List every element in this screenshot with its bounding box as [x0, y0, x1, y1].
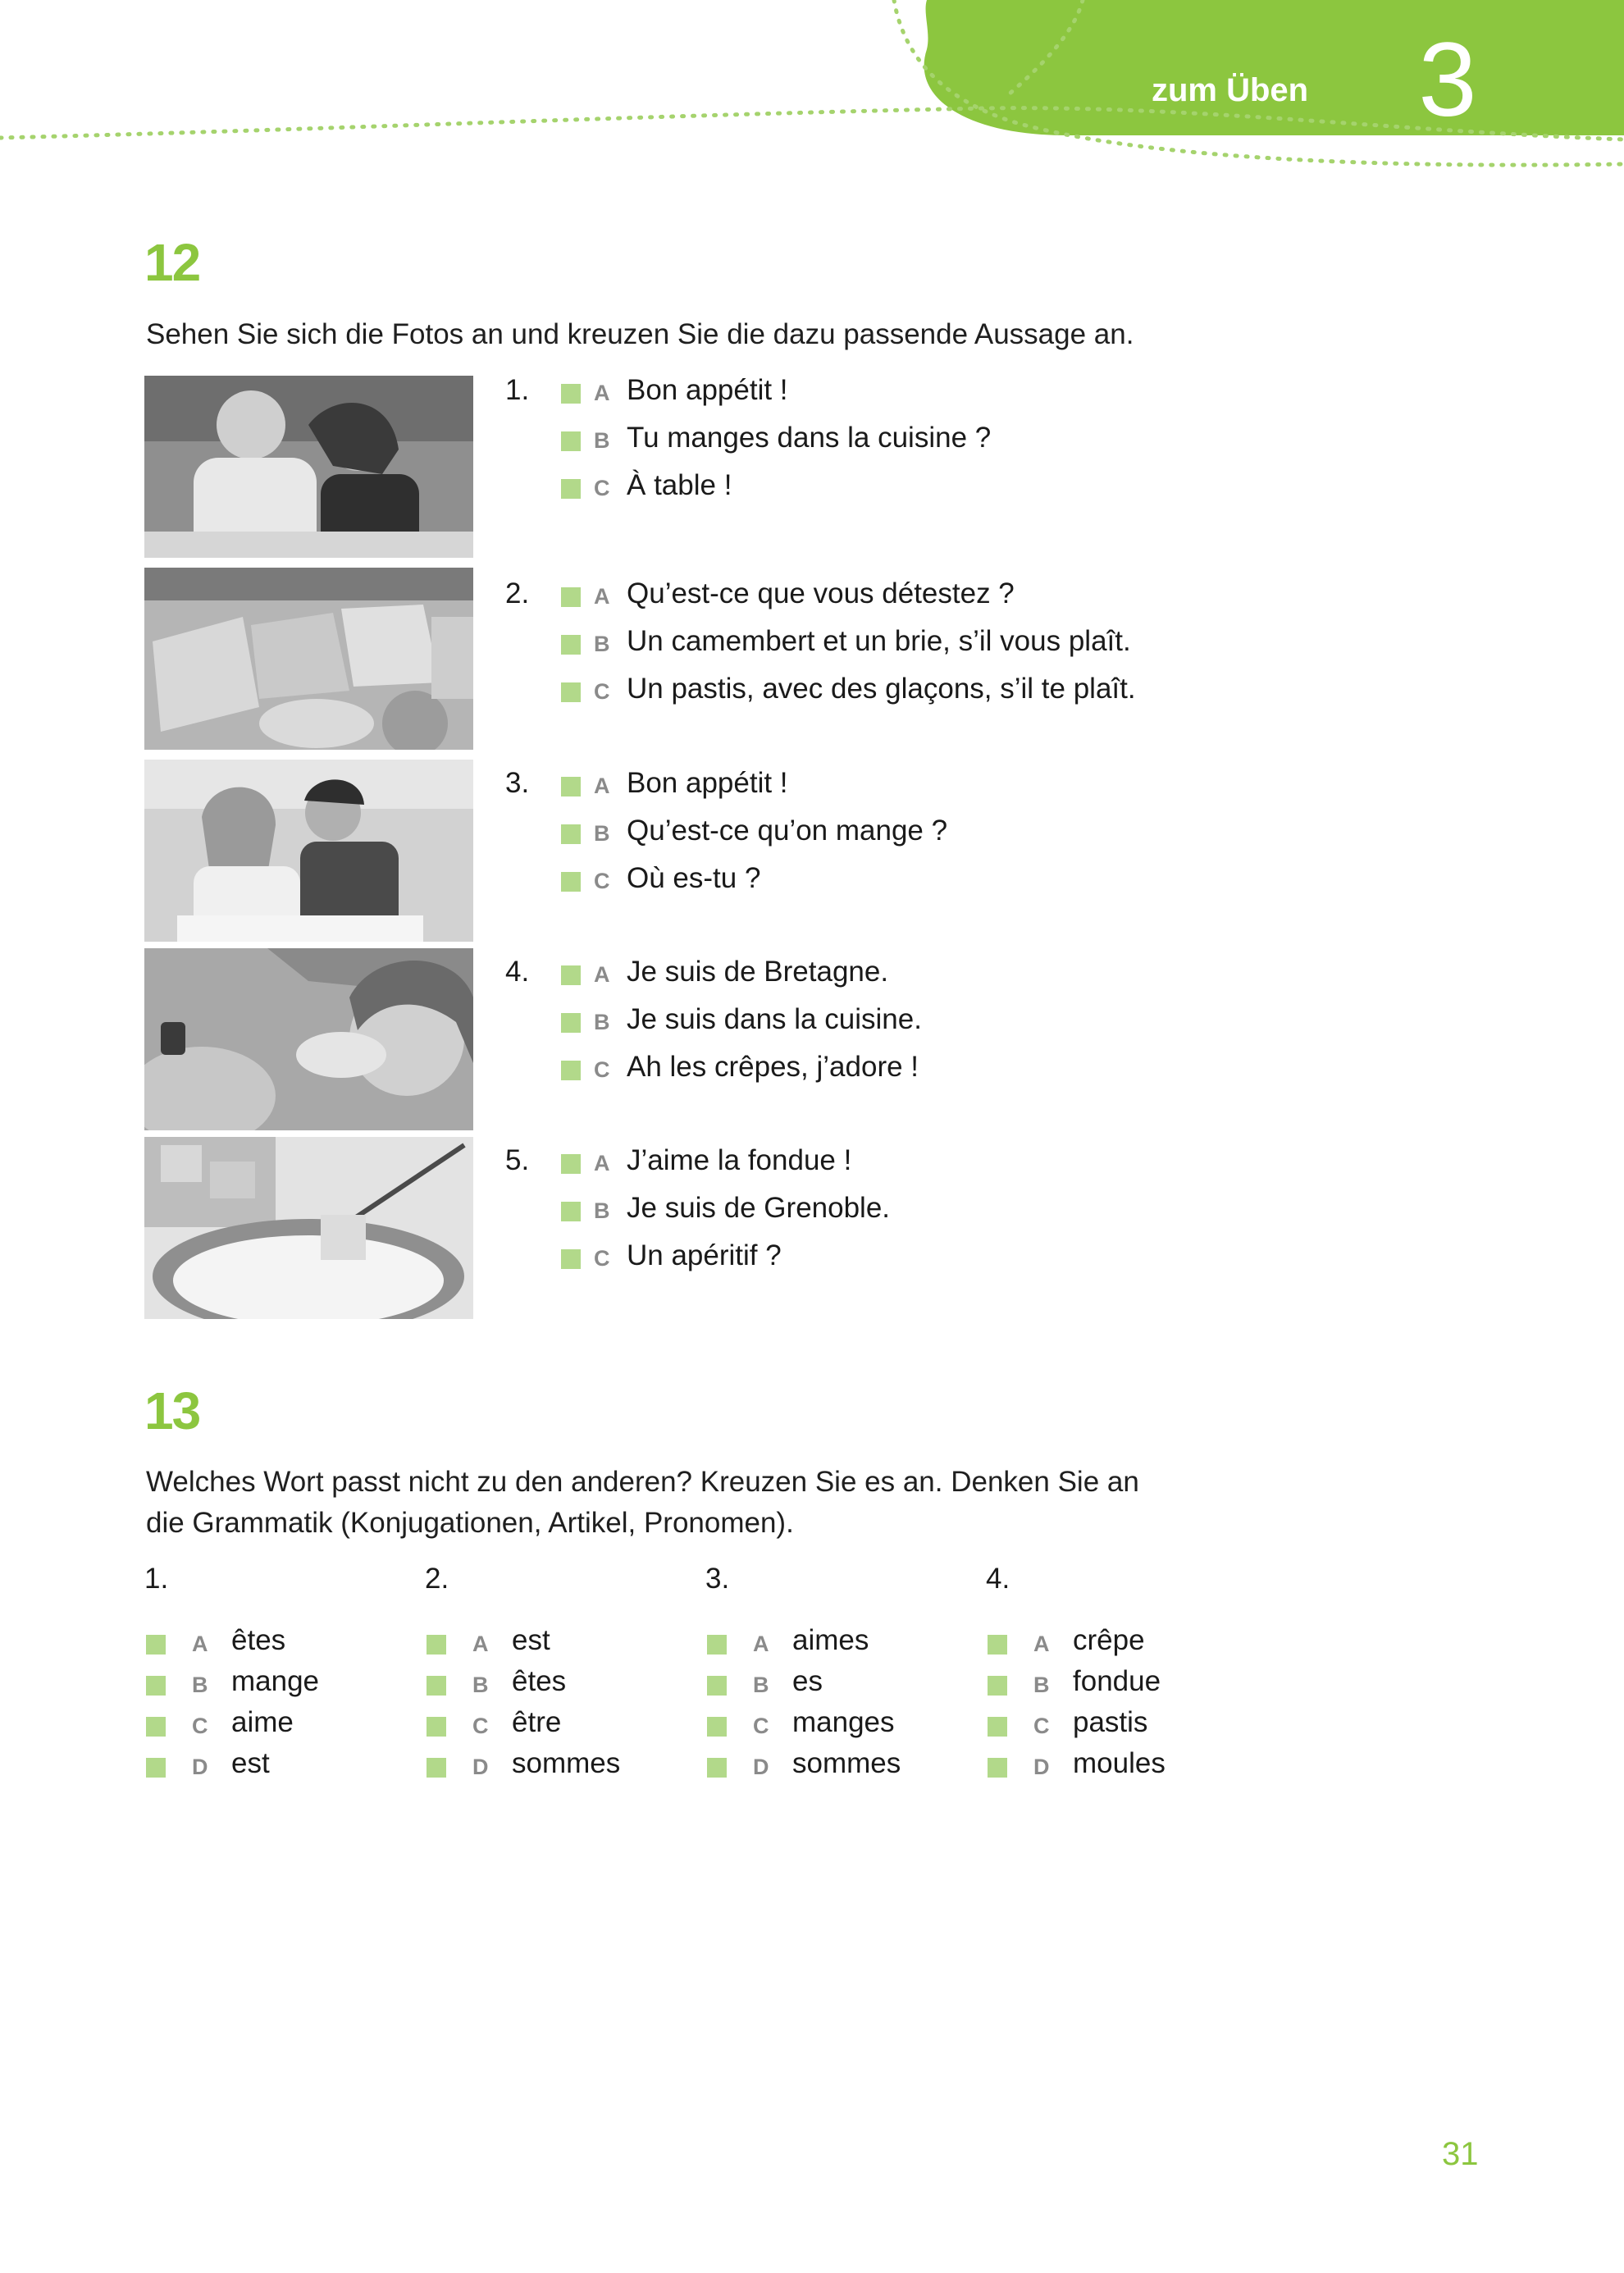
option-text: êtes [231, 1624, 286, 1656]
option-letter: A [594, 962, 610, 987]
exercise-13-instruction-line2: die Grammatik (Konjugationen, Artikel, Pronomen). [146, 1507, 794, 1539]
checkbox-icon[interactable] [561, 824, 581, 844]
option-c[interactable] [986, 1706, 1248, 1747]
option-letter: A [594, 1151, 610, 1175]
option-text: aimes [792, 1624, 869, 1656]
question-number: 5. [505, 1144, 530, 1176]
option-d[interactable] [705, 1747, 968, 1788]
option-text: mange [231, 1665, 320, 1697]
option-letter: B [594, 1010, 610, 1034]
option-letter: A [753, 1632, 769, 1656]
option-letter: C [1033, 1714, 1050, 1738]
option-letter: C [594, 869, 610, 893]
option-text: Tu manges dans la cuisine ? [627, 422, 992, 454]
question-number: 4. [505, 956, 530, 988]
exercise-13-instruction-line1: Welches Wort passt nicht zu den anderen? Kreuzen Sie es an. Denken Sie an [146, 1466, 1139, 1498]
option-letter: B [594, 428, 610, 453]
option-text: Je suis de Grenoble. [627, 1192, 891, 1224]
checkbox-icon[interactable] [427, 1758, 446, 1778]
couple-dining-photo [144, 376, 473, 558]
option-text: Ah les crêpes, j’adore ! [627, 1051, 919, 1083]
checkbox-icon[interactable] [707, 1635, 727, 1655]
question-number: 1. [505, 374, 530, 406]
girl-eating-crepe-photo [144, 948, 473, 1130]
checkbox-icon[interactable] [146, 1635, 166, 1655]
column-number: 3. [705, 1563, 730, 1595]
question-number: 2. [505, 577, 530, 609]
checkbox-icon[interactable] [561, 1249, 581, 1269]
checkbox-icon[interactable] [707, 1717, 727, 1737]
option-text: es [792, 1665, 823, 1697]
option-c[interactable] [705, 1706, 968, 1747]
checkbox-icon[interactable] [707, 1758, 727, 1778]
option-text: fondue [1073, 1665, 1161, 1697]
checkbox-icon[interactable] [561, 587, 581, 607]
option-b[interactable] [425, 1665, 687, 1706]
option-b[interactable] [705, 1665, 968, 1706]
option-letter: C [594, 1246, 610, 1271]
option-letter: B [753, 1673, 769, 1697]
option-text: Qu’est-ce que vous détestez ? [627, 577, 1015, 609]
option-text: Bon appétit ! [627, 767, 788, 799]
option-letter: B [594, 632, 610, 656]
checkbox-icon[interactable] [561, 872, 581, 892]
couple-reading-cookbook-photo [144, 760, 473, 942]
checkbox-icon[interactable] [988, 1717, 1007, 1737]
checkbox-icon[interactable] [561, 431, 581, 451]
checkbox-icon[interactable] [988, 1635, 1007, 1655]
option-d[interactable] [986, 1747, 1248, 1788]
option-letter: A [594, 584, 610, 609]
option-letter: A [472, 1632, 489, 1656]
option-text: J’aime la fondue ! [627, 1144, 852, 1176]
option-a[interactable] [705, 1624, 968, 1665]
option-text: À table ! [627, 469, 732, 501]
option-text: pastis [1073, 1706, 1148, 1738]
option-b[interactable] [986, 1665, 1248, 1706]
checkbox-icon[interactable] [146, 1676, 166, 1696]
exercise-12-instruction: Sehen Sie sich die Fotos an und kreuzen Sie die dazu passende Aussage an. [146, 318, 1134, 350]
checkbox-icon[interactable] [707, 1676, 727, 1696]
option-text: Qu’est-ce qu’on mange ? [627, 815, 948, 847]
question-number: 3. [505, 767, 530, 799]
option-letter: A [192, 1632, 208, 1656]
option-text: Un camembert et un brie, s’il vous plaît. [627, 625, 1131, 657]
option-c[interactable] [144, 1706, 407, 1747]
option-letter: A [1033, 1632, 1050, 1656]
option-text: aime [231, 1706, 294, 1738]
checkbox-icon[interactable] [427, 1676, 446, 1696]
cheese-counter-photo [144, 568, 473, 750]
option-letter: D [1033, 1755, 1050, 1779]
option-letter: D [192, 1755, 208, 1779]
option-c[interactable] [425, 1706, 687, 1747]
option-letter: C [594, 1057, 610, 1082]
option-text: Je suis dans la cuisine. [627, 1003, 922, 1035]
page-number: 31 [1442, 2136, 1479, 2172]
fondue-pot-photo [144, 1137, 473, 1319]
option-text: Un pastis, avec des glaçons, s’il te plaît. [627, 673, 1136, 705]
option-text: Bon appétit ! [627, 374, 788, 406]
checkbox-icon[interactable] [988, 1676, 1007, 1696]
column-number: 4. [986, 1563, 1010, 1595]
option-text: Où es-tu ? [627, 862, 761, 894]
unit-number: 3 [1418, 21, 1477, 139]
option-text: être [512, 1706, 562, 1738]
option-a[interactable] [425, 1624, 687, 1665]
checkbox-icon[interactable] [561, 777, 581, 796]
option-text: manges [792, 1706, 895, 1738]
option-letter: C [594, 476, 610, 500]
option-letter: A [594, 774, 610, 798]
option-b[interactable] [144, 1665, 407, 1706]
option-letter: B [594, 1198, 610, 1223]
option-letter: B [472, 1673, 489, 1697]
checkbox-icon[interactable] [561, 384, 581, 404]
option-text: sommes [792, 1747, 901, 1779]
option-text: crêpe [1073, 1624, 1145, 1656]
checkbox-icon[interactable] [561, 1013, 581, 1033]
exercise-13-number: 13 [144, 1381, 200, 1440]
checkbox-icon[interactable] [561, 479, 581, 499]
option-letter: C [472, 1714, 489, 1738]
checkbox-icon[interactable] [427, 1717, 446, 1737]
exercise-12-number: 12 [144, 233, 200, 292]
option-letter: B [594, 821, 610, 846]
checkbox-icon[interactable] [561, 1202, 581, 1221]
section-label: zum Üben [1152, 72, 1309, 108]
checkbox-icon[interactable] [561, 965, 581, 985]
option-text: est [231, 1747, 270, 1779]
option-text: sommes [512, 1747, 621, 1779]
column-number: 1. [144, 1563, 169, 1595]
option-letter: B [1033, 1673, 1050, 1697]
option-letter: B [192, 1673, 208, 1697]
option-letter: C [753, 1714, 769, 1738]
checkbox-icon[interactable] [561, 1154, 581, 1174]
option-d[interactable] [144, 1747, 407, 1788]
option-letter: C [192, 1714, 208, 1738]
option-a[interactable] [986, 1624, 1248, 1665]
checkbox-icon[interactable] [146, 1717, 166, 1737]
checkbox-icon[interactable] [988, 1758, 1007, 1778]
option-text: êtes [512, 1665, 567, 1697]
option-a[interactable] [144, 1624, 407, 1665]
header-decoration [0, 0, 1624, 180]
option-letter: D [753, 1755, 769, 1779]
checkbox-icon[interactable] [561, 635, 581, 655]
option-letter: A [594, 381, 610, 405]
option-letter: D [472, 1755, 489, 1779]
checkbox-icon[interactable] [146, 1758, 166, 1778]
checkbox-icon[interactable] [561, 682, 581, 702]
option-text: est [512, 1624, 550, 1656]
option-text: Un apéritif ? [627, 1239, 782, 1271]
column-number: 2. [425, 1563, 449, 1595]
option-text: moules [1073, 1747, 1166, 1779]
option-text: Je suis de Bretagne. [627, 956, 889, 988]
option-d[interactable] [425, 1747, 687, 1788]
option-letter: C [594, 679, 610, 704]
checkbox-icon[interactable] [561, 1061, 581, 1080]
checkbox-icon[interactable] [427, 1635, 446, 1655]
